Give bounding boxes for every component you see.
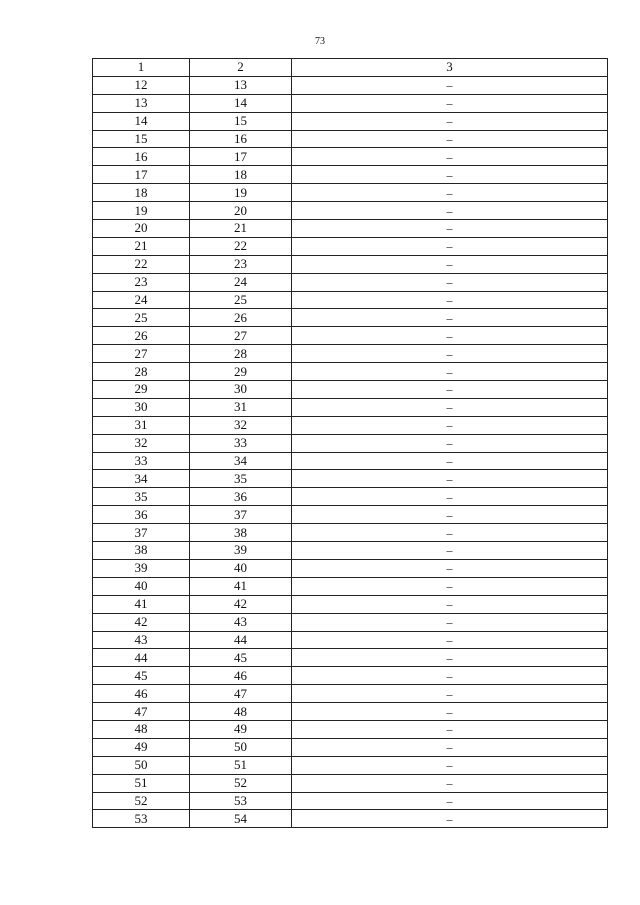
table-cell-col-3: –: [292, 613, 608, 631]
table-cell-col-3: –: [292, 756, 608, 774]
table-cell-col-2: 45: [190, 649, 292, 667]
table-cell-col-1: 25: [93, 309, 190, 327]
table-row: [93, 166, 608, 184]
header-row: [93, 59, 608, 77]
table-row: [93, 237, 608, 255]
table-row: [93, 452, 608, 470]
table-cell-col-2: 15: [190, 112, 292, 130]
table-cell-col-3: –: [292, 559, 608, 577]
table-cell-col-1: 19: [93, 202, 190, 220]
table-cell-col-2: 47: [190, 685, 292, 703]
table-cell-col-3: –: [292, 202, 608, 220]
table-cell-col-2: 50: [190, 738, 292, 756]
table-cell-col-3: –: [292, 434, 608, 452]
table-row: [93, 184, 608, 202]
table-cell-col-3: –: [292, 327, 608, 345]
table-cell-col-2: 54: [190, 810, 292, 828]
table-cell-col-2: 49: [190, 720, 292, 738]
table-row: [93, 667, 608, 685]
table-row: [93, 398, 608, 416]
table-cell-col-1: 16: [93, 148, 190, 166]
table-cell-col-1: 50: [93, 756, 190, 774]
table-cell-col-1: 13: [93, 94, 190, 112]
table-cell-col-3: –: [292, 166, 608, 184]
header-cell-2: 2: [190, 59, 292, 77]
table-cell-col-1: 39: [93, 559, 190, 577]
table-cell-col-2: 26: [190, 309, 292, 327]
table-header: [93, 59, 608, 77]
table-cell-col-1: 47: [93, 703, 190, 721]
table-cell-col-3: –: [292, 309, 608, 327]
table-row: [93, 774, 608, 792]
table-cell-col-3: –: [292, 416, 608, 434]
table-cell-col-1: 45: [93, 667, 190, 685]
table-cell-col-1: 32: [93, 434, 190, 452]
table-cell-col-2: 27: [190, 327, 292, 345]
table-cell-col-2: 20: [190, 202, 292, 220]
table-row: [93, 703, 608, 721]
page-number: 73: [315, 36, 325, 47]
table-cell-col-2: 19: [190, 184, 292, 202]
table-row: [93, 756, 608, 774]
table-cell-col-1: 29: [93, 381, 190, 399]
table-cell-col-2: 53: [190, 792, 292, 810]
table-row: [93, 434, 608, 452]
table-cell-col-1: 44: [93, 649, 190, 667]
table-cell-col-3: –: [292, 345, 608, 363]
table-cell-col-3: –: [292, 452, 608, 470]
table-cell-col-2: 44: [190, 631, 292, 649]
table-cell-col-2: 23: [190, 255, 292, 273]
table-cell-col-3: –: [292, 184, 608, 202]
table-cell-col-1: 35: [93, 488, 190, 506]
table-row: [93, 488, 608, 506]
table-cell-col-3: –: [292, 649, 608, 667]
table-row: [93, 720, 608, 738]
table-cell-col-1: 33: [93, 452, 190, 470]
table-cell-col-3: –: [292, 470, 608, 488]
table-cell-col-2: 16: [190, 130, 292, 148]
table-cell-col-3: –: [292, 577, 608, 595]
table-cell-col-2: 30: [190, 381, 292, 399]
table-cell-col-1: 53: [93, 810, 190, 828]
table-cell-col-3: –: [292, 506, 608, 524]
table-cell-col-2: 22: [190, 237, 292, 255]
table-cell-col-1: 23: [93, 273, 190, 291]
table-cell-col-2: 39: [190, 542, 292, 560]
table-cell-col-2: 46: [190, 667, 292, 685]
table-row: [93, 559, 608, 577]
table-cell-col-2: 29: [190, 363, 292, 381]
table-cell-col-2: 13: [190, 76, 292, 94]
table-cell-col-2: 41: [190, 577, 292, 595]
table-row: [93, 220, 608, 238]
table-cell-col-3: –: [292, 595, 608, 613]
table-row: [93, 363, 608, 381]
table-row: [93, 595, 608, 613]
table-row: [93, 255, 608, 273]
table-cell-col-2: 17: [190, 148, 292, 166]
table-cell-col-3: –: [292, 524, 608, 542]
header-cell-1: 1: [93, 59, 190, 77]
table-row: [93, 76, 608, 94]
table-cell-col-3: –: [292, 720, 608, 738]
table-cell-col-1: 36: [93, 506, 190, 524]
table-cell-col-1: 22: [93, 255, 190, 273]
table-cell-col-1: 43: [93, 631, 190, 649]
table-cell-col-2: 14: [190, 94, 292, 112]
table-cell-col-3: –: [292, 703, 608, 721]
table-cell-col-1: 46: [93, 685, 190, 703]
table-cell-col-1: 52: [93, 792, 190, 810]
table-cell-col-3: –: [292, 667, 608, 685]
table-cell-col-1: 42: [93, 613, 190, 631]
table-row: [93, 148, 608, 166]
table-cell-col-3: –: [292, 148, 608, 166]
table-cell-col-3: –: [292, 220, 608, 238]
table-cell-col-2: 42: [190, 595, 292, 613]
table-cell-col-2: 28: [190, 345, 292, 363]
table-cell-col-1: 12: [93, 76, 190, 94]
table-cell-col-1: 40: [93, 577, 190, 595]
table-cell-col-3: –: [292, 291, 608, 309]
table-row: [93, 506, 608, 524]
table-cell-col-2: 31: [190, 398, 292, 416]
table-cell-col-1: 28: [93, 363, 190, 381]
table-cell-col-3: –: [292, 94, 608, 112]
table-row: [93, 792, 608, 810]
table-cell-col-2: 21: [190, 220, 292, 238]
table-cell-col-1: 48: [93, 720, 190, 738]
table-cell-col-3: –: [292, 76, 608, 94]
table-cell-col-1: 37: [93, 524, 190, 542]
table-cell-col-3: –: [292, 130, 608, 148]
table-cell-col-2: 51: [190, 756, 292, 774]
table-row: [93, 470, 608, 488]
table-cell-col-1: 15: [93, 130, 190, 148]
table-cell-col-3: –: [292, 488, 608, 506]
table-row: [93, 130, 608, 148]
table-cell-col-3: –: [292, 685, 608, 703]
table-cell-col-1: 21: [93, 237, 190, 255]
table-row: [93, 273, 608, 291]
table-cell-col-2: 33: [190, 434, 292, 452]
table-row: [93, 577, 608, 595]
table-cell-col-1: 30: [93, 398, 190, 416]
table-row: [93, 291, 608, 309]
table-row: [93, 416, 608, 434]
table-cell-col-1: 27: [93, 345, 190, 363]
table-row: [93, 202, 608, 220]
table-row: [93, 345, 608, 363]
table-cell-col-3: –: [292, 363, 608, 381]
table-cell-col-3: –: [292, 631, 608, 649]
data-table: [92, 58, 608, 828]
table-cell-col-2: 32: [190, 416, 292, 434]
table-cell-col-2: 40: [190, 559, 292, 577]
table-cell-col-3: –: [292, 792, 608, 810]
table-cell-col-3: –: [292, 810, 608, 828]
table-cell-col-3: –: [292, 398, 608, 416]
table-cell-col-3: –: [292, 273, 608, 291]
table-cell-col-1: 18: [93, 184, 190, 202]
table-cell-col-3: –: [292, 255, 608, 273]
table-cell-col-2: 52: [190, 774, 292, 792]
table-row: [93, 524, 608, 542]
table-cell-col-2: 24: [190, 273, 292, 291]
table-cell-col-1: 38: [93, 542, 190, 560]
table-row: [93, 542, 608, 560]
table-row: [93, 738, 608, 756]
table-cell-col-1: 14: [93, 112, 190, 130]
table-row: [93, 631, 608, 649]
table-cell-col-1: 41: [93, 595, 190, 613]
table-body: [93, 76, 608, 827]
table-cell-col-3: –: [292, 112, 608, 130]
table-row: [93, 309, 608, 327]
table-row: [93, 613, 608, 631]
table-cell-col-2: 36: [190, 488, 292, 506]
table-cell-col-3: –: [292, 774, 608, 792]
table-row: [93, 685, 608, 703]
table-row: [93, 810, 608, 828]
table-cell-col-1: 49: [93, 738, 190, 756]
table-cell-col-3: –: [292, 381, 608, 399]
table-cell-col-2: 37: [190, 506, 292, 524]
table-row: [93, 327, 608, 345]
table-cell-col-1: 26: [93, 327, 190, 345]
table-row: [93, 94, 608, 112]
table-row: [93, 381, 608, 399]
table-cell-col-2: 34: [190, 452, 292, 470]
table-cell-col-1: 17: [93, 166, 190, 184]
table-cell-col-2: 18: [190, 166, 292, 184]
table-cell-col-1: 51: [93, 774, 190, 792]
table-cell-col-2: 43: [190, 613, 292, 631]
table-cell-col-2: 38: [190, 524, 292, 542]
table-row: [93, 649, 608, 667]
table-cell-col-3: –: [292, 237, 608, 255]
table-cell-col-3: –: [292, 738, 608, 756]
table-cell-col-1: 31: [93, 416, 190, 434]
table-cell-col-1: 24: [93, 291, 190, 309]
table-cell-col-2: 35: [190, 470, 292, 488]
table-cell-col-3: –: [292, 542, 608, 560]
table-cell-col-2: 48: [190, 703, 292, 721]
table-cell-col-1: 20: [93, 220, 190, 238]
table-row: [93, 112, 608, 130]
table-cell-col-1: 34: [93, 470, 190, 488]
header-cell-3: 3: [292, 59, 608, 77]
table-cell-col-2: 25: [190, 291, 292, 309]
